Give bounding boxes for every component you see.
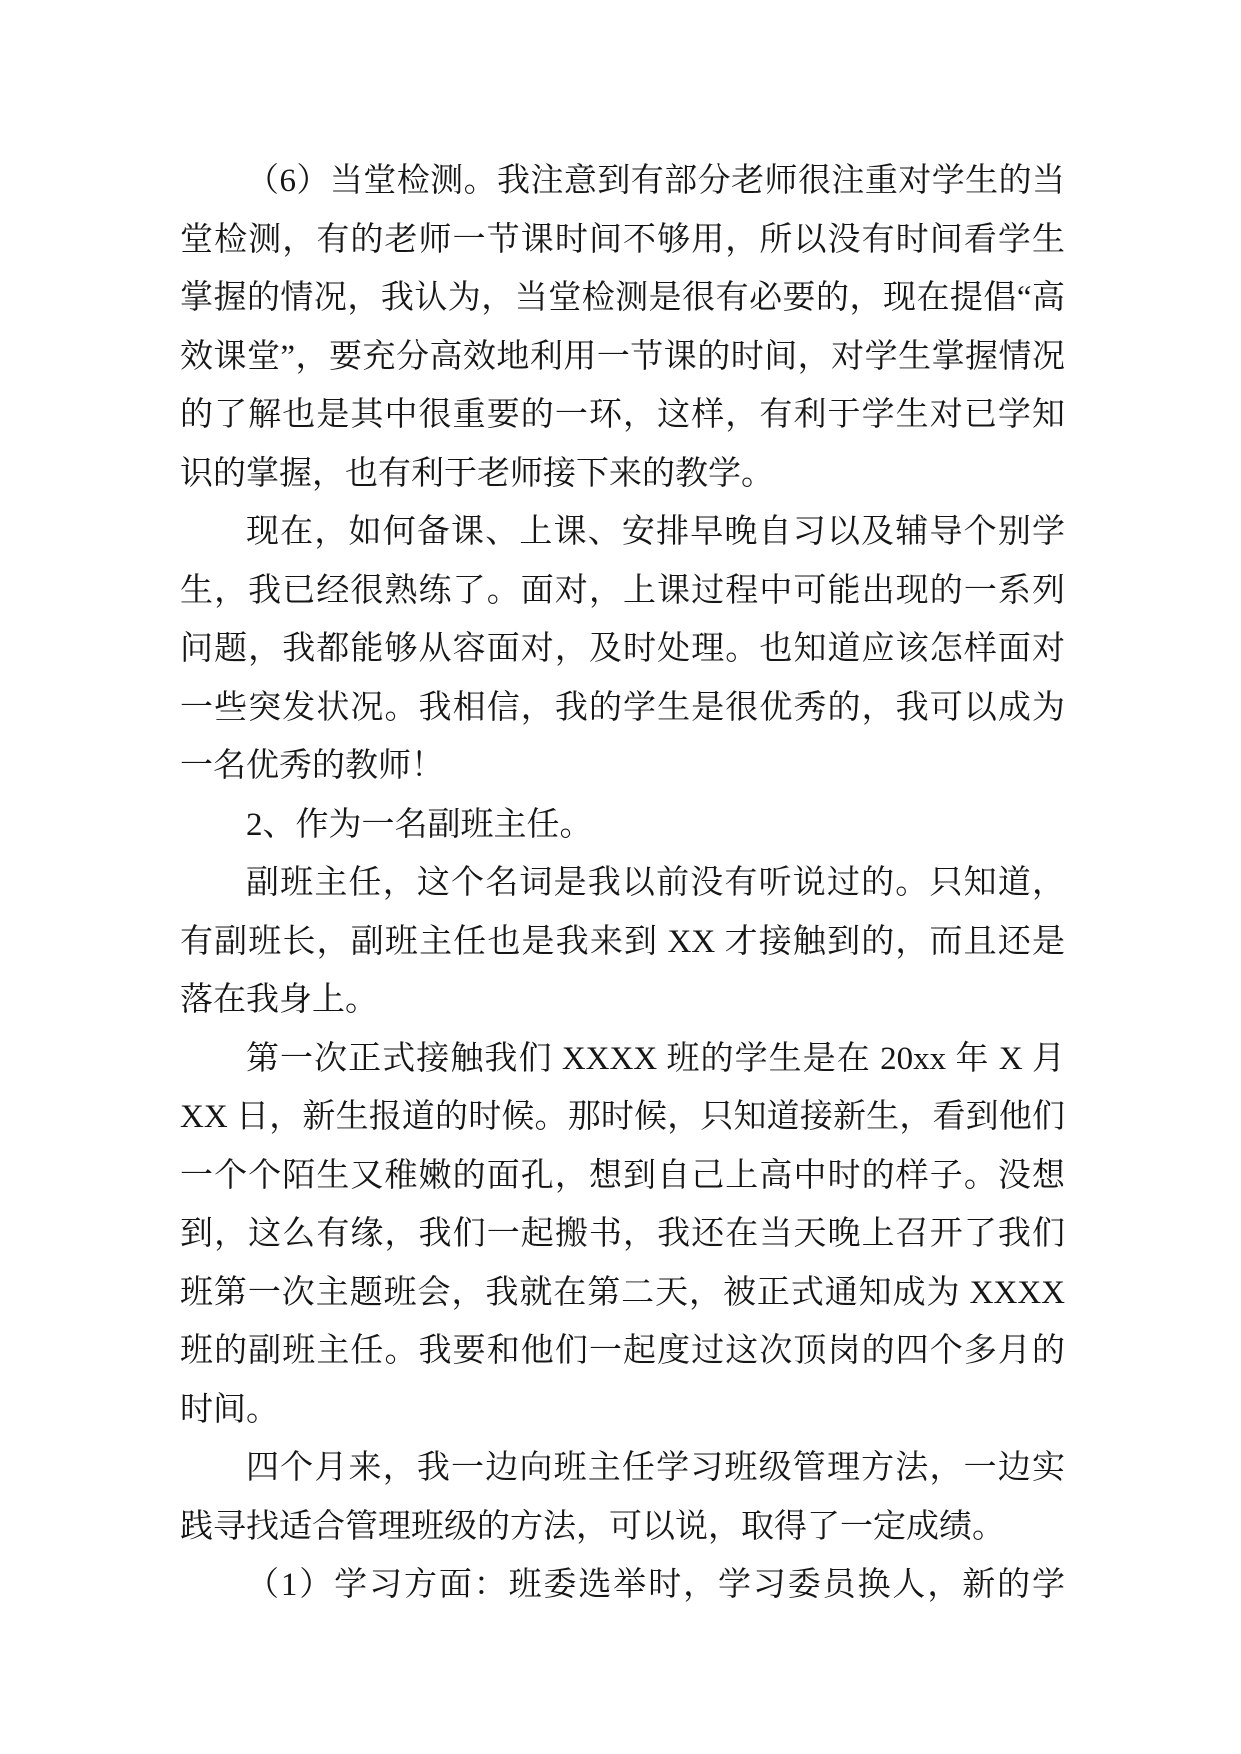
paragraph-teaching-confidence: 现在，如何备课、上课、安排早晚自习以及辅导个别学生，我已经很熟练了。面对，上课过程中可能出现的一系列问题，我都能够从容面对，及时处理。也知道应该怎样面对一些突发状况。我相信，我的学生是很优秀的，我可以成为一名优秀的教师！ — [180, 514, 1065, 784]
paragraph-study-aspect: （1）学习方面：班委选举时，学习委员换人，新的学 — [246, 1567, 1065, 1603]
paragraph-four-months-management: 四个月来，我一边向班主任学习班级管理方法，一边实践寻找适合管理班级的方法，可以说，取得了一定成绩。 — [180, 1450, 1065, 1545]
paragraph-heading-deputy-head-teacher: 2、作为一名副班主任。 — [246, 806, 593, 843]
paragraph-first-contact-class: 第一次正式接触我们 XXXX 班的学生是在 20xx 年 X 月 XX 日，新生报道的时候。那时候，只知道接新生，看到他们一个个陌生又稚嫩的面孔，想到自己上高中时的样子。没想到，这么有缘，我们一起搬书，我还在当天晚上召开了我们班第一次主题班会，我就在第二天，被正式通知成为 XXXX 班的副班主任。我要和他们一起度过这次顶岗的四个多月的时间。 — [180, 1040, 1065, 1428]
document-body — [180, 152, 1065, 1615]
paragraph-classroom-testing: （6）当堂检测。我注意到有部分老师很注重对学生的当堂检测，有的老师一节课时间不够用，所以没有时间看学生掌握的情况，我认为，当堂检测是很有必要的，现在提倡“高效课堂”，要充分高效地利用一节课的时间，对学生掌握情况的了解也是其中很重要的一环，这样，有利于学生对已学知识的掌握，也有利于老师接下来的教学。 — [180, 163, 1065, 492]
paragraph-deputy-role-intro: 副班主任，这个名词是我以前没有听说过的。只知道，有副班长，副班主任也是我来到 XX 才接触到的，而且还是落在我身上。 — [180, 865, 1065, 1018]
